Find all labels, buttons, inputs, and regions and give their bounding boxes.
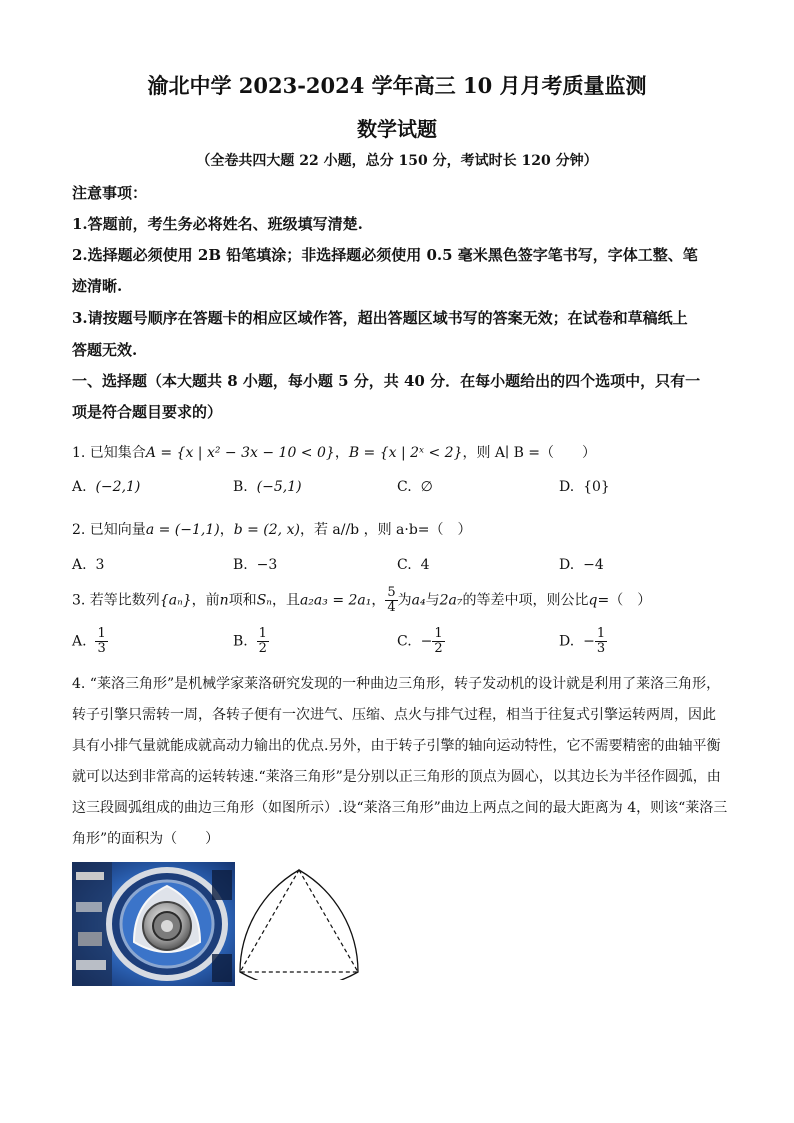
note-2b: 迹清晰. [72, 277, 123, 295]
note-1: 1.答题前，考生务必将姓名、班级填写清楚. [72, 215, 363, 233]
q3-seq: {aₙ} [159, 592, 192, 609]
question-1 [72, 442, 596, 462]
note-2a: 2.选择题必须使用 2B 铅笔填涂；非选择题必须使用 0.5 毫米黑色签字笔书写，字体工整、笔 [72, 246, 698, 264]
q1-setA: A = {x | x² − 3x − 10 < 0} [145, 445, 335, 461]
q4-line-4: 就可以达到非常高的运转转速.“莱洛三角形”是分别以正三角形的顶点为圆心，以其边长为半径作圆弧，由 [72, 769, 721, 785]
q1-suffix: ，则 A∣ B =（ ） [462, 445, 597, 461]
q3-option-d: D. − $\frac{1}{3}$ [559, 626, 606, 656]
q3-fraction: $\frac{5}{4}$ [387, 585, 396, 615]
q4-line-5: 这三段圆弧组成的曲边三角形（如图所示）.设“莱洛三角形”曲边上两点之间的最大距离为 4，则该“莱洛三 [72, 800, 728, 816]
q1-option-a: A. (−2,1) [72, 479, 141, 495]
q3-option-b: B. $\frac{1}{2}$ [233, 626, 267, 656]
q2-option-d: D. −4 [559, 557, 604, 573]
q1-option-b: B. (−5,1) [233, 479, 302, 495]
q2-vector-b: b = (2, x) [233, 522, 300, 538]
q3-option-c: C. − $\frac{1}{2}$ [397, 626, 443, 656]
q2-cond: ，若 a//b ，则 a·b=（ ） [299, 522, 472, 538]
q2-prefix: 2. 已知向量 [72, 522, 146, 538]
q4-line-2: 转子引擎只需转一周，各转子便有一次进气、压缩、点火与排气过程，相当于往复式引擎运转两周，因此 [72, 707, 716, 723]
q3-option-a: A. $\frac{1}{3}$ [72, 626, 106, 656]
exam-info: （全卷共四大题 22 小题，总分 150 分，考试时长 120 分钟） [196, 153, 598, 169]
reuleaux-triangle-figure [238, 862, 362, 980]
note-3a: 3.请按题号顺序在答题卡的相应区域作答，超出答题区域书写的答案无效；在试卷和草稿纸上 [72, 309, 688, 327]
q1-comma: ， [334, 445, 349, 461]
exam-title: 渝北中学 2023-2024 学年高三 10 月月考质量监测 [147, 73, 647, 98]
q1-option-d: D. {0} [559, 479, 610, 495]
q4-line-6: 角形”的面积为（ ） [72, 831, 220, 847]
question-3: 3. 若等比数列{aₙ}，前n项和Sₙ，且a₂a₃ = 2a₁， $\frac{5}{4}$ 为a₄与2a₇的等差中项，则公比q=（ ） [72, 585, 652, 615]
notes-heading: 注意事项： [72, 184, 148, 202]
note-3b: 答题无效. [72, 341, 138, 359]
q2-vector-a: a = (−1,1) [145, 522, 220, 538]
q4-line-3: 具有小排气量就能成就高动力输出的优点.另外，由于转子引擎的轴向运动特性，它不需要精密的曲轴平衡 [72, 738, 721, 754]
q2-option-a: A. 3 [72, 557, 105, 573]
exam-subtitle: 数学试题 [357, 117, 437, 141]
q2-mid: ， [219, 522, 234, 538]
q1-option-c: C. ∅ [397, 479, 433, 495]
question-2 [72, 519, 472, 539]
q1-prefix: 1. 已知集合 [72, 445, 146, 461]
q1-setB: B = {x | 2ˣ < 2} [348, 445, 463, 461]
rotary-engine-photo [72, 862, 235, 986]
q2-option-b: B. −3 [233, 557, 278, 573]
q2-option-c: C. 4 [397, 557, 430, 573]
section1-heading-a: 一、选择题（本大题共 8 小题，每小题 5 分，共 40 分．在每小题给出的四个选项中，只有一 [72, 372, 701, 390]
section1-heading-b: 项是符合题目要求的） [72, 403, 223, 421]
q4-line-1: 4. “莱洛三角形”是机械学家莱洛研究发现的一种曲边三角形，转子发动机的设计就是利用了莱洛三角形， [72, 676, 721, 692]
